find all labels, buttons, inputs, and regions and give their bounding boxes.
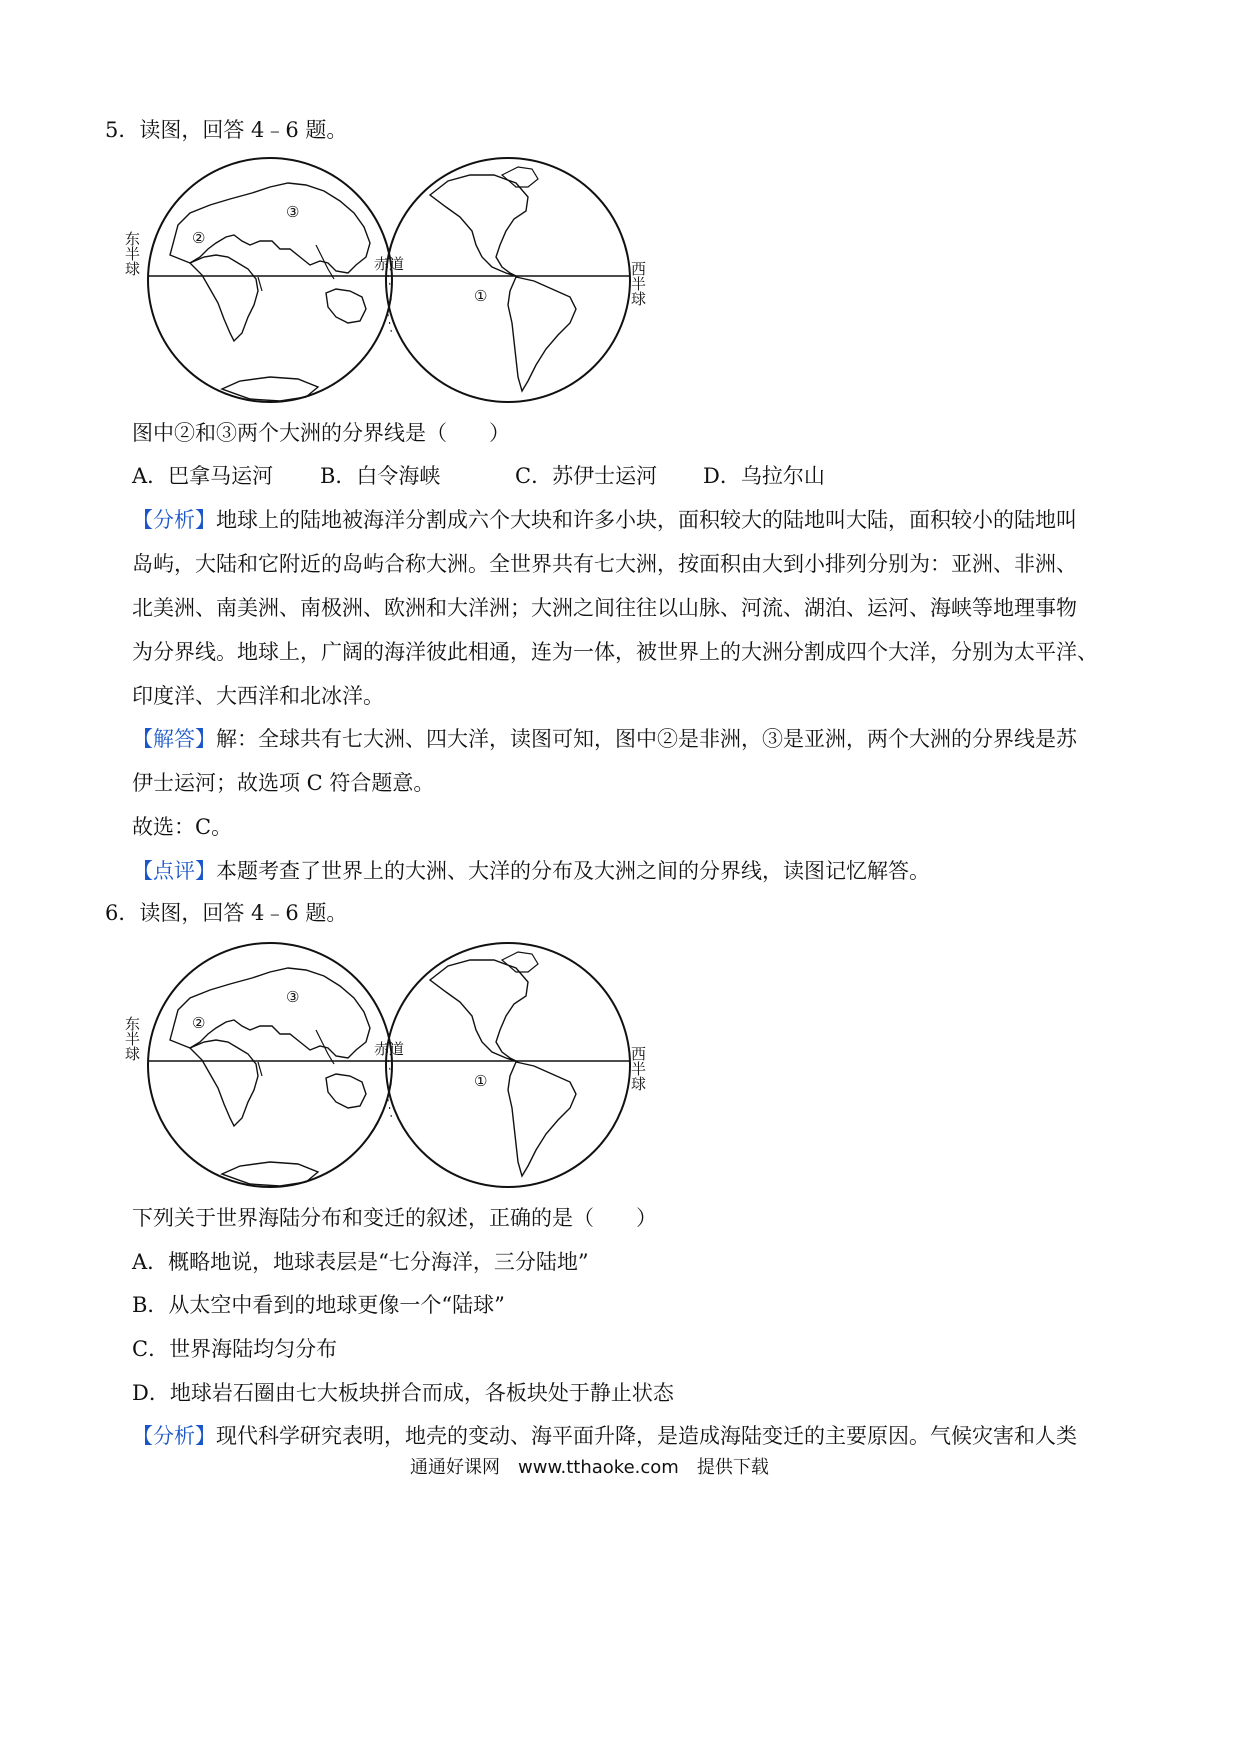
q5-analysis-line-5: 印度洋、大西洋和北冰洋。 — [132, 684, 384, 708]
page-footer: 通通好课网 www.tthaoke.com 提供下载 — [410, 1457, 769, 1478]
map-label-west: 西半球 — [629, 261, 647, 306]
q6-hemisphere-map — [123, 930, 650, 1200]
q5-analysis-line-4: 为分界线。地球上，广阔的海洋彼此相通，连为一体，被世界上的大洲分割成四个大洋，分别为太平洋、 — [132, 640, 1098, 664]
map-label-east: 东半球 — [123, 231, 141, 276]
map-label-equator: 赤道 — [374, 1040, 405, 1058]
map-mark-2: ② — [192, 229, 206, 247]
map-label-equator: 赤道 — [374, 255, 405, 273]
q5-hemisphere-map — [123, 145, 650, 415]
q6-option-c: C．世界海陆均匀分布 — [132, 1337, 338, 1361]
answer-tag: 【解答】 — [132, 727, 216, 751]
q5-comment: 【点评】本题考查了世界上的大洲、大洋的分布及大洲之间的分界线，读图记忆解答。 — [132, 859, 930, 883]
q6-option-d: D．地球岩石圈由七大板块拼合而成，各板块处于静止状态 — [132, 1381, 674, 1405]
analysis-tag: 【分析】 — [132, 508, 216, 532]
q5-option-a: A．巴拿马运河 — [132, 464, 274, 488]
q6-stem: 6．读图，回答 4﹣6 题。 — [105, 901, 348, 925]
map-mark-1: ① — [474, 287, 488, 305]
map-mark-2: ② — [192, 1014, 206, 1032]
comment-tag: 【点评】 — [132, 859, 216, 883]
q5-answer-line-1: 【解答】解：全球共有七大洲、四大洋，读图可知，图中②是非洲，③是亚洲，两个大洲的分界线是苏 — [132, 727, 1077, 751]
q5-option-d: D．乌拉尔山 — [703, 464, 825, 488]
q6-option-b: B．从太空中看到的地球更像一个“陆球” — [132, 1293, 505, 1317]
q5-option-b: B．白令海峡 — [320, 464, 441, 488]
q5-analysis-line-1: 【分析】地球上的陆地被海洋分割成六个大块和许多小块，面积较大的陆地叫大陆，面积较小的陆地叫 — [132, 508, 1077, 532]
map-mark-3: ③ — [286, 988, 300, 1006]
q6-option-a: A．概略地说，地球表层是“七分海洋，三分陆地” — [132, 1250, 589, 1274]
analysis-tag: 【分析】 — [132, 1424, 216, 1448]
q6-question: 下列关于世界海陆分布和变迁的叙述，正确的是（ ） — [132, 1206, 657, 1230]
q5-answer-line-2: 伊士运河；故选项 C 符合题意。 — [132, 771, 435, 795]
map-mark-1: ① — [474, 1072, 488, 1090]
q5-stem: 5．读图，回答 4﹣6 题。 — [105, 118, 348, 142]
map-label-east: 东半球 — [123, 1016, 141, 1061]
map-label-west: 西半球 — [629, 1046, 647, 1091]
q5-question: 图中②和③两个大洲的分界线是（ ） — [132, 421, 510, 445]
q5-choice: 故选：C。 — [132, 815, 233, 839]
q5-option-c: C．苏伊士运河 — [515, 464, 658, 488]
q5-analysis-line-2: 岛屿，大陆和它附近的岛屿合称大洲。全世界共有七大洲，按面积由大到小排列分别为：亚洲、非洲、 — [132, 552, 1077, 576]
q6-analysis-line-1: 【分析】现代科学研究表明，地壳的变动、海平面升降，是造成海陆变迁的主要原因。气候灾害和人类 — [132, 1424, 1077, 1448]
q5-analysis-line-3: 北美洲、南美洲、南极洲、欧洲和大洋洲；大洲之间往往以山脉、河流、湖泊、运河、海峡等地理事物 — [132, 596, 1077, 620]
map-mark-3: ③ — [286, 203, 300, 221]
